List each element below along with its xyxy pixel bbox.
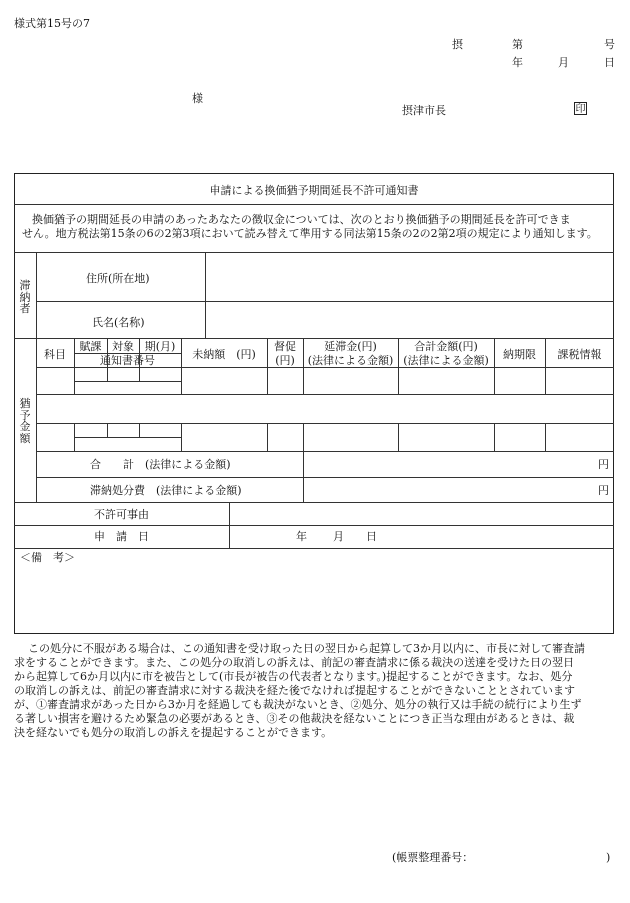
col-fuka: 賦課 (79, 340, 102, 353)
col-delay-2: (法律による金額) (307, 354, 394, 367)
col-tokusoku-1: 督促 (274, 340, 296, 353)
col-unpaid: 未納額 (円) (192, 348, 256, 361)
col-delay-1: 延滞金(円) (324, 340, 377, 353)
col-due-date: 納期限 (503, 348, 536, 361)
total-label: 合 計 (法律による金額) (90, 458, 231, 471)
date-month: 月 (558, 56, 569, 69)
ledger-number-label: (帳票整理番号： (392, 851, 474, 864)
notice-form-frame (14, 173, 614, 634)
appeal-notice: この処分に不服がある場合は、この通知書を受け取った日の翌日から起算して3か月以内に、市長に対して審査請 求をすることができます。また、この処分の取消しの訴えは、前記の審査請求に係る裁決の送達を受けた日の翌日 から起算して6か月以内に市を被告として(市長が被告の代表者となります。)提起することができます。なお、処分 の取消しの訴えは、前記の審査請求に対する裁決を経た後でなければ提起することができないこととされています が、①審査請求があった日から3か月を経過しても裁決がないとき、②処分、処分の執行又は手続の続行により生ず る著しい損害を避けるため緊急の必要があるとき、③その他裁決を経ないことにつき正当な理由があるときは、裁 決を経ないでも処分の取消しの訴えを提起することができます。 (14, 642, 585, 739)
date-year: 年 (512, 56, 523, 69)
total-unit: 円 (598, 458, 609, 471)
disposal-cost-unit: 円 (598, 484, 609, 497)
form-number: 様式第15号の7 (14, 17, 90, 30)
col-tokusoku-2: (円) (275, 354, 295, 367)
addressee-honorific: 様 (192, 92, 203, 105)
col-item: 科目 (44, 348, 66, 361)
notice-title: 申請による換価猶予期間延長不許可通知書 (209, 184, 419, 197)
apply-year: 年 (296, 530, 307, 543)
doc-number-dai: 第 (512, 38, 523, 51)
issuer-prefix: 摂 (452, 38, 463, 51)
apply-date-label: 申 請 日 (94, 530, 149, 543)
taxpayer-side-label: 滞納者 (19, 279, 31, 315)
ledger-number-close: ) (606, 851, 611, 864)
col-total-2: (法律による金額) (403, 354, 489, 367)
apply-day: 日 (366, 530, 377, 543)
remarks-label: ＜備 考＞ (20, 551, 75, 564)
seal-mark: 印 (575, 104, 586, 115)
address-label: 住所(所在地) (86, 272, 150, 285)
doc-number-go: 号 (604, 38, 615, 51)
date-day: 日 (604, 56, 615, 69)
disposal-cost-label: 滞納処分費 (法律による金額) (90, 484, 242, 497)
col-total-1: 合計金額(円) (414, 340, 478, 353)
col-taisho: 対象 (112, 340, 134, 353)
col-period: 期(月) (144, 340, 176, 353)
notice-intro: 換価猶予の期間延長の申請のあったあなたの徴収金については、次のとおり換価猶予の期間延長を許可できま せん。地方税法第15条の6の2第3項において読み替えて準用する同法第15条の2の2第2項の規定により通知します。 (22, 213, 598, 240)
rejection-reason-label: 不許可事由 (94, 508, 149, 521)
name-label: 氏名(名称) (92, 316, 145, 329)
grace-amount-side-label: 猶予金額 (19, 397, 31, 445)
apply-month: 月 (333, 530, 344, 543)
col-notice-number: 通知書番号 (100, 354, 155, 367)
mayor-title: 摂津市長 (402, 104, 446, 117)
col-tax-info: 課税情報 (557, 348, 602, 361)
